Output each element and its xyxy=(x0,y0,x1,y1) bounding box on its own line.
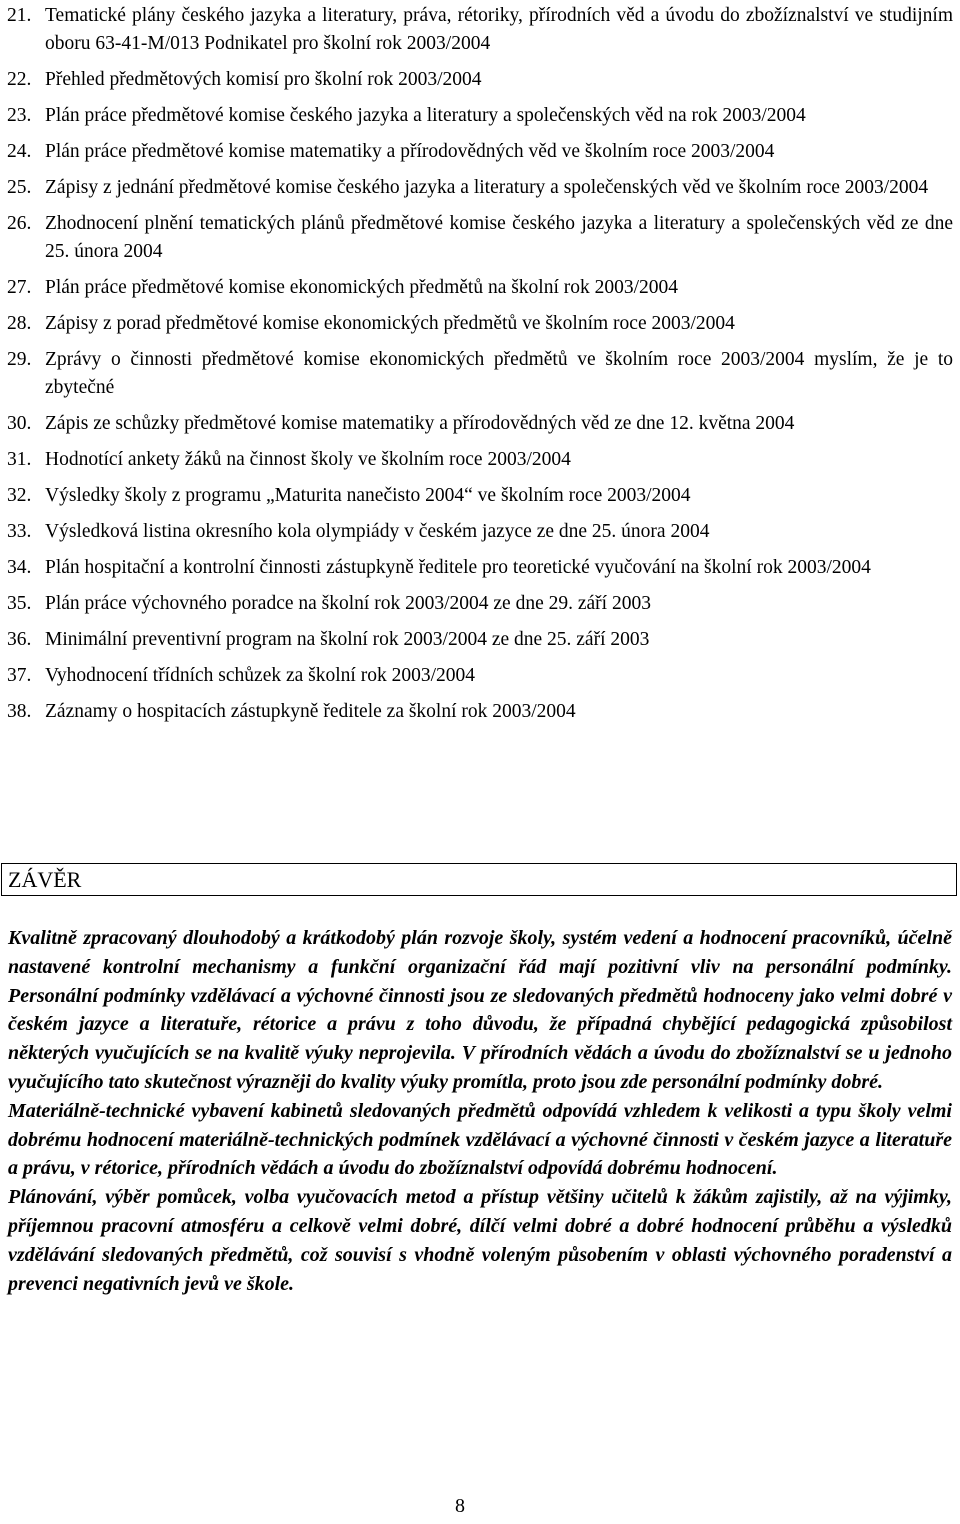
list-item-text: Přehled předmětových komisí pro školní rok 2003/2004 xyxy=(45,69,482,90)
list-item-number: 33. xyxy=(7,521,32,542)
list-item-number: 28. xyxy=(7,313,32,334)
list-item-text: Plán práce předmětové komise matematiky a přírodovědných věd ve školním roce 2003/2004 xyxy=(45,141,775,162)
list-item xyxy=(7,518,953,546)
list-item-number: 21. xyxy=(7,5,32,26)
list-item xyxy=(7,410,953,438)
list-item-text: Výsledky školy z programu „Maturita nanečisto 2004“ ve školním roce 2003/2004 xyxy=(45,485,691,506)
list-item xyxy=(7,698,953,726)
conclusion-paragraph: Kvalitně zpracovaný dlouhodobý a krátkodobý plán rozvoje školy, systém vedení a hodnocení pracovníků, účelně nastavené kontrolní mechanismy a funkční organizační řád mají pozitivní vliv na personální podmínky. Personální podmínky vzdělávací a výchovné činnosti jsou ze sledovaných předmětů hodnoceny jako velmi dobré v českém jazyce a literatuře, rétorice a právu z toho důvodu, že případná chybějící pedagogická způsobilost některých vyučujících se na kvalitě výuky neprojevila. V přírodních vědách a úvodu do zbožíznalství se u jednoho vyučujícího tato skutečnost výrazněji do kvality výuky promítla, proto jsou zde personální podmínky dobré. xyxy=(8,927,952,1093)
list-item-number: 22. xyxy=(7,69,32,90)
list-item-number: 38. xyxy=(7,701,32,722)
list-item xyxy=(7,274,953,302)
attachment-list xyxy=(7,2,953,734)
list-item-number: 26. xyxy=(7,213,32,234)
list-item xyxy=(7,66,953,94)
list-item xyxy=(7,482,953,510)
conclusion-paragraph: Plánování, výběr pomůcek, volba vyučovacích metod a přístup většiny učitelů k žákům zajistily, až na výjimky, příjemnou pracovní atmosféru a celkově velmi dobré, dílčí velmi dobré a dobré hodnocení průběhu a výsledků vzdělávání sledovaných předmětů, což souvisí s vhodně voleným působením v oblasti výchovného poradenství a prevenci negativních jevů ve škole. xyxy=(8,1186,952,1295)
page-number: 8 xyxy=(455,1495,465,1517)
list-item-text: Tematické plány českého jazyka a literatury, práva, rétoriky, přírodních věd a úvodu do zbožíznalství ve studijním oboru 63-41-M/013 Podnikatel pro školní rok 2003/2004 xyxy=(45,5,953,54)
list-item-number: 25. xyxy=(7,177,32,198)
list-item-text: Zhodnocení plnění tematických plánů předmětové komise českého jazyka a literatury a společenských věd ze dne 25. února 2004 xyxy=(45,213,953,262)
list-item-text: Plán práce výchovného poradce na školní rok 2003/2004 ze dne 29. září 2003 xyxy=(45,593,651,614)
section-heading-box xyxy=(1,863,957,896)
list-item-text: Minimální preventivní program na školní rok 2003/2004 ze dne 25. září 2003 xyxy=(45,629,650,650)
list-item-text: Záznamy o hospitacích zástupkyně ředitele za školní rok 2003/2004 xyxy=(45,701,576,722)
list-item-number: 37. xyxy=(7,665,32,686)
conclusion-paragraph: Materiálně-technické vybavení kabinetů sledovaných předmětů odpovídá vzhledem k velikosti a typu školy velmi dobrému hodnocení materiálně-technických podmínek vzdělávací a výchovné činnosti v českém jazyce a literatuře a právu, v rétorice, přírodních vědách a úvodu do zbožíznalství odpovídá dobrému hodnocení. xyxy=(8,1099,952,1180)
list-item-number: 30. xyxy=(7,413,32,434)
list-item xyxy=(7,2,953,58)
list-item xyxy=(7,174,953,202)
list-item-number: 27. xyxy=(7,277,32,298)
list-item-number: 29. xyxy=(7,349,32,370)
list-item xyxy=(7,590,953,618)
list-item-number: 31. xyxy=(7,449,32,470)
list-item xyxy=(7,346,953,402)
list-item-number: 36. xyxy=(7,629,32,650)
list-item-text: Plán práce předmětové komise českého jazyka a literatury a společenských věd na rok 2003/2004 xyxy=(45,105,806,126)
list-item xyxy=(7,446,953,474)
list-item-text: Zápisy z jednání předmětové komise českého jazyka a literatury a společenských věd ve školním roce 2003/2004 xyxy=(45,177,929,198)
list-item-number: 24. xyxy=(7,141,32,162)
list-item-text: Plán práce předmětové komise ekonomických předmětů na školní rok 2003/2004 xyxy=(45,277,679,298)
list-item-text: Výsledková listina okresního kola olympiády v českém jazyce ze dne 25. února 2004 xyxy=(45,521,710,542)
section-heading: ZÁVĚR xyxy=(8,867,82,892)
list-item xyxy=(7,138,953,166)
list-item xyxy=(7,102,953,130)
list-item-text: Hodnotící ankety žáků na činnost školy ve školním roce 2003/2004 xyxy=(45,449,571,470)
list-item xyxy=(7,210,953,266)
list-item-number: 23. xyxy=(7,105,32,126)
list-item-number: 32. xyxy=(7,485,32,506)
list-item xyxy=(7,554,953,582)
list-item xyxy=(7,662,953,690)
list-item-text: Zápis ze schůzky předmětové komise matematiky a přírodovědných věd ze dne 12. května 2004 xyxy=(45,413,795,434)
list-item-text: Plán hospitační a kontrolní činnosti zástupkyně ředitele pro teoretické vyučování na školní rok 2003/2004 xyxy=(45,557,871,578)
list-item-text: Zápisy z porad předmětové komise ekonomických předmětů ve školním roce 2003/2004 xyxy=(45,313,735,334)
list-item-number: 34. xyxy=(7,557,32,578)
list-item-number: 35. xyxy=(7,593,32,614)
list-item-text: Vyhodnocení třídních schůzek za školní rok 2003/2004 xyxy=(45,665,475,686)
list-item-text: Zprávy o činnosti předmětové komise ekonomických předmětů ve školním roce 2003/2004 myslím, že je to zbytečné xyxy=(45,349,953,398)
list-item xyxy=(7,310,953,338)
list-item xyxy=(7,626,953,654)
conclusion-text xyxy=(8,924,952,1298)
